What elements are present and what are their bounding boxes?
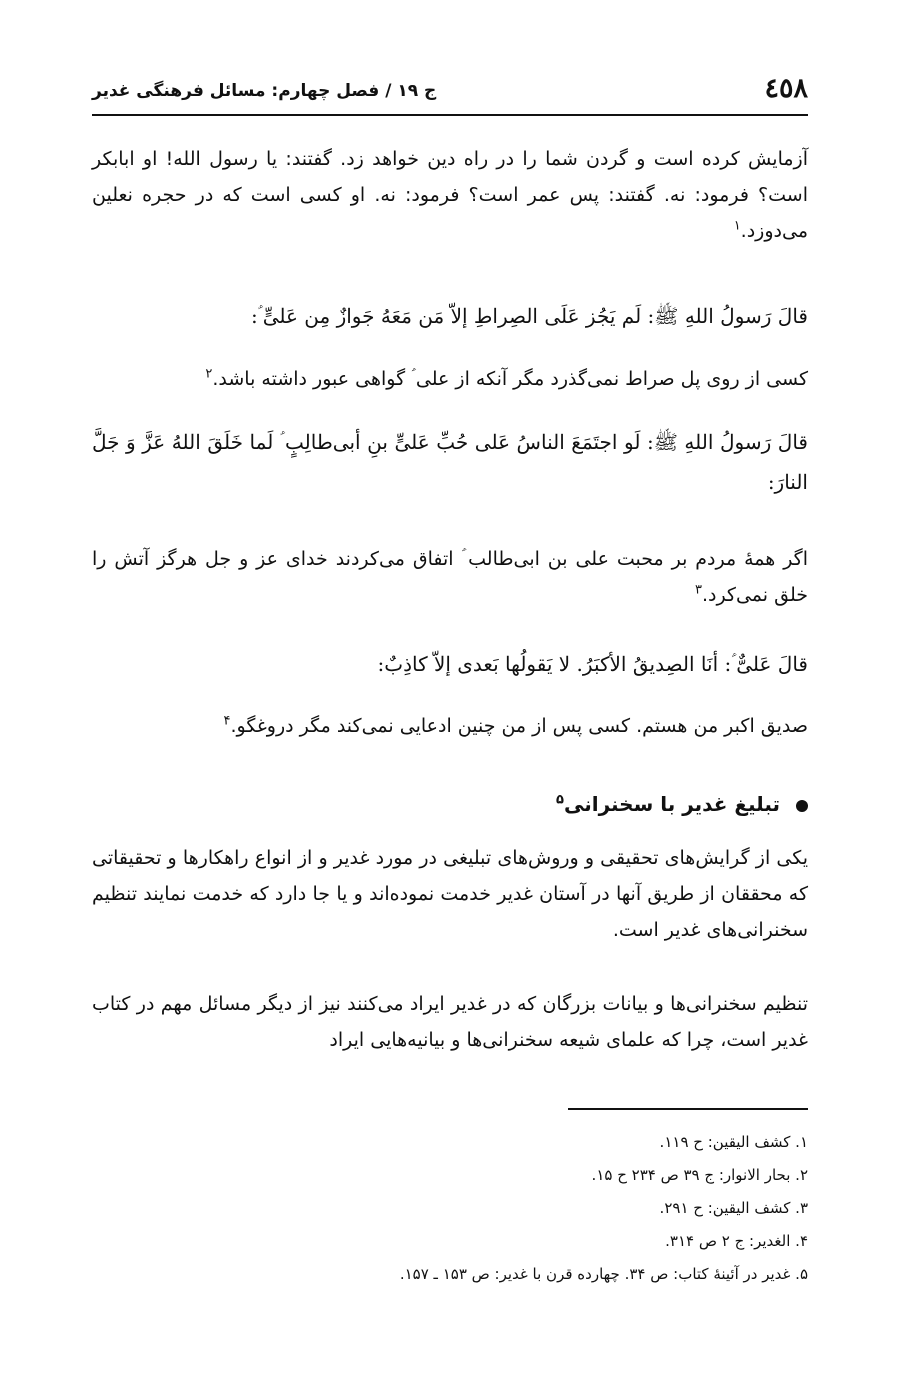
paragraph-6-text: تنظیم سخنرانی‌ها و بیانات بزرگان که در غدیر ایراد می‌کنند نیز از دیگر مسائل مهم در کتاب غدیر است، چرا که علمای شیعه سخنرانی‌ها و بیانیه‌هایی ایراد xyxy=(92,993,808,1051)
paragraph-2-text: کسی از روی پل صراط نمی‌گذرد مگر آنکه از علی ؑ گواهی عبور داشته باشد. xyxy=(212,368,808,390)
paragraph-5-text: یکی از گرایش‌های تحقیقی و وروش‌های تبلیغی در مورد غدیر و از انواع راهکارها و تحقیقاتی که محققان از طریق آنها در آستان غدیر خدمت نموده‌اند و یا جا دارد که خدمت نمایند تنظیم سخنرانی‌های غدیر است. xyxy=(92,847,808,941)
hadith-2-text: قالَ رَسولُ اللهِ ﷺ: لَو اجتَمَعَ الناسُ عَلی حُبِّ عَلیٍّ بنِ أبی‌طالِبٍ ؑ لَما خَلَقَ اللهُ عَزَّ وَ جَلَّ النارَ: xyxy=(92,430,808,494)
footnote-ref-3: ٣ xyxy=(694,582,702,598)
footnote-separator xyxy=(568,1108,808,1110)
footnote-ref-4: ۴ xyxy=(223,713,231,729)
paragraph-4 xyxy=(92,708,808,744)
hadith-3 xyxy=(92,644,808,684)
footnote-ref-5: ۵ xyxy=(556,792,564,808)
hadith-3-text: قالَ عَلیٌّ ؑ: أنَا الصِدیقُ الأکبَرُ. لا یَقولُها بَعدی إلاّ کاذِبٌ: xyxy=(377,652,808,676)
page-header xyxy=(92,70,808,116)
footnote-ref-2: ٢ xyxy=(205,366,213,382)
paragraph-5 xyxy=(92,840,808,948)
hadith-1-text: قالَ رَسولُ اللهِ ﷺ: لَم یَجُز عَلَی الصِراطِ إلاّ مَن مَعَهُ جَوازٌ مِن عَلیٍّ ؑ: xyxy=(250,304,808,328)
hadith-2 xyxy=(92,422,808,502)
paragraph-4-text: صدیق اکبر من هستم. کسی پس از من چنین ادعایی نمی‌کند مگر دروغگو. xyxy=(230,715,808,737)
hadith-1 xyxy=(92,296,808,336)
footnotes xyxy=(92,1126,808,1291)
running-title: ج ١٩ / فصل چهارم: مسائل فرهنگی غدیر xyxy=(92,81,437,101)
paragraph-1-text: آزمایش کرده است و گردن شما را در راه دین خواهد زد. گفتند: یا رسول الله! او ابابکر است؟ فرمود: نه. گفتند: پس عمر است؟ فرمود: نه. او کسی است که در حجره نعلین می‌دوزد. xyxy=(92,148,808,242)
footnote-5: ۵. غدیر در آئینهٔ کتاب: ص ٣۴. چهارده قرن با غدیر: ص ١۵٣ ـ ١۵٧. xyxy=(399,1265,808,1283)
footnote-3: ٣. کشف الیقین: ح ٢٩١. xyxy=(659,1199,808,1217)
bullet-icon xyxy=(796,800,808,812)
page-number: ٤٥٨ xyxy=(764,73,808,104)
paragraph-3 xyxy=(92,541,808,613)
paragraph-6 xyxy=(92,986,808,1058)
footnote-ref-1: ١ xyxy=(733,218,741,234)
paragraph-3-text: اگر همهٔ مردم بر محبت علی بن ابی‌طالب ؑ اتفاق می‌کردند خدای عز و جل هرگز آتش را خلق نمی‌کرد. xyxy=(92,548,808,606)
footnote-4: ۴. الغدیر: ج ٢ ص ٣١۴. xyxy=(665,1232,808,1250)
footnote-1: ١. کشف الیقین: ح ١١٩. xyxy=(659,1133,808,1151)
section-heading xyxy=(92,786,808,822)
paragraph-2 xyxy=(92,361,808,397)
section-heading-text: تبلیغ غدیر با سخنرانی xyxy=(563,792,780,816)
paragraph-1 xyxy=(92,141,808,249)
footnote-2: ٢. بحار الانوار: ج ٣٩ ص ٢٣۴ ح ١۵. xyxy=(591,1166,808,1184)
